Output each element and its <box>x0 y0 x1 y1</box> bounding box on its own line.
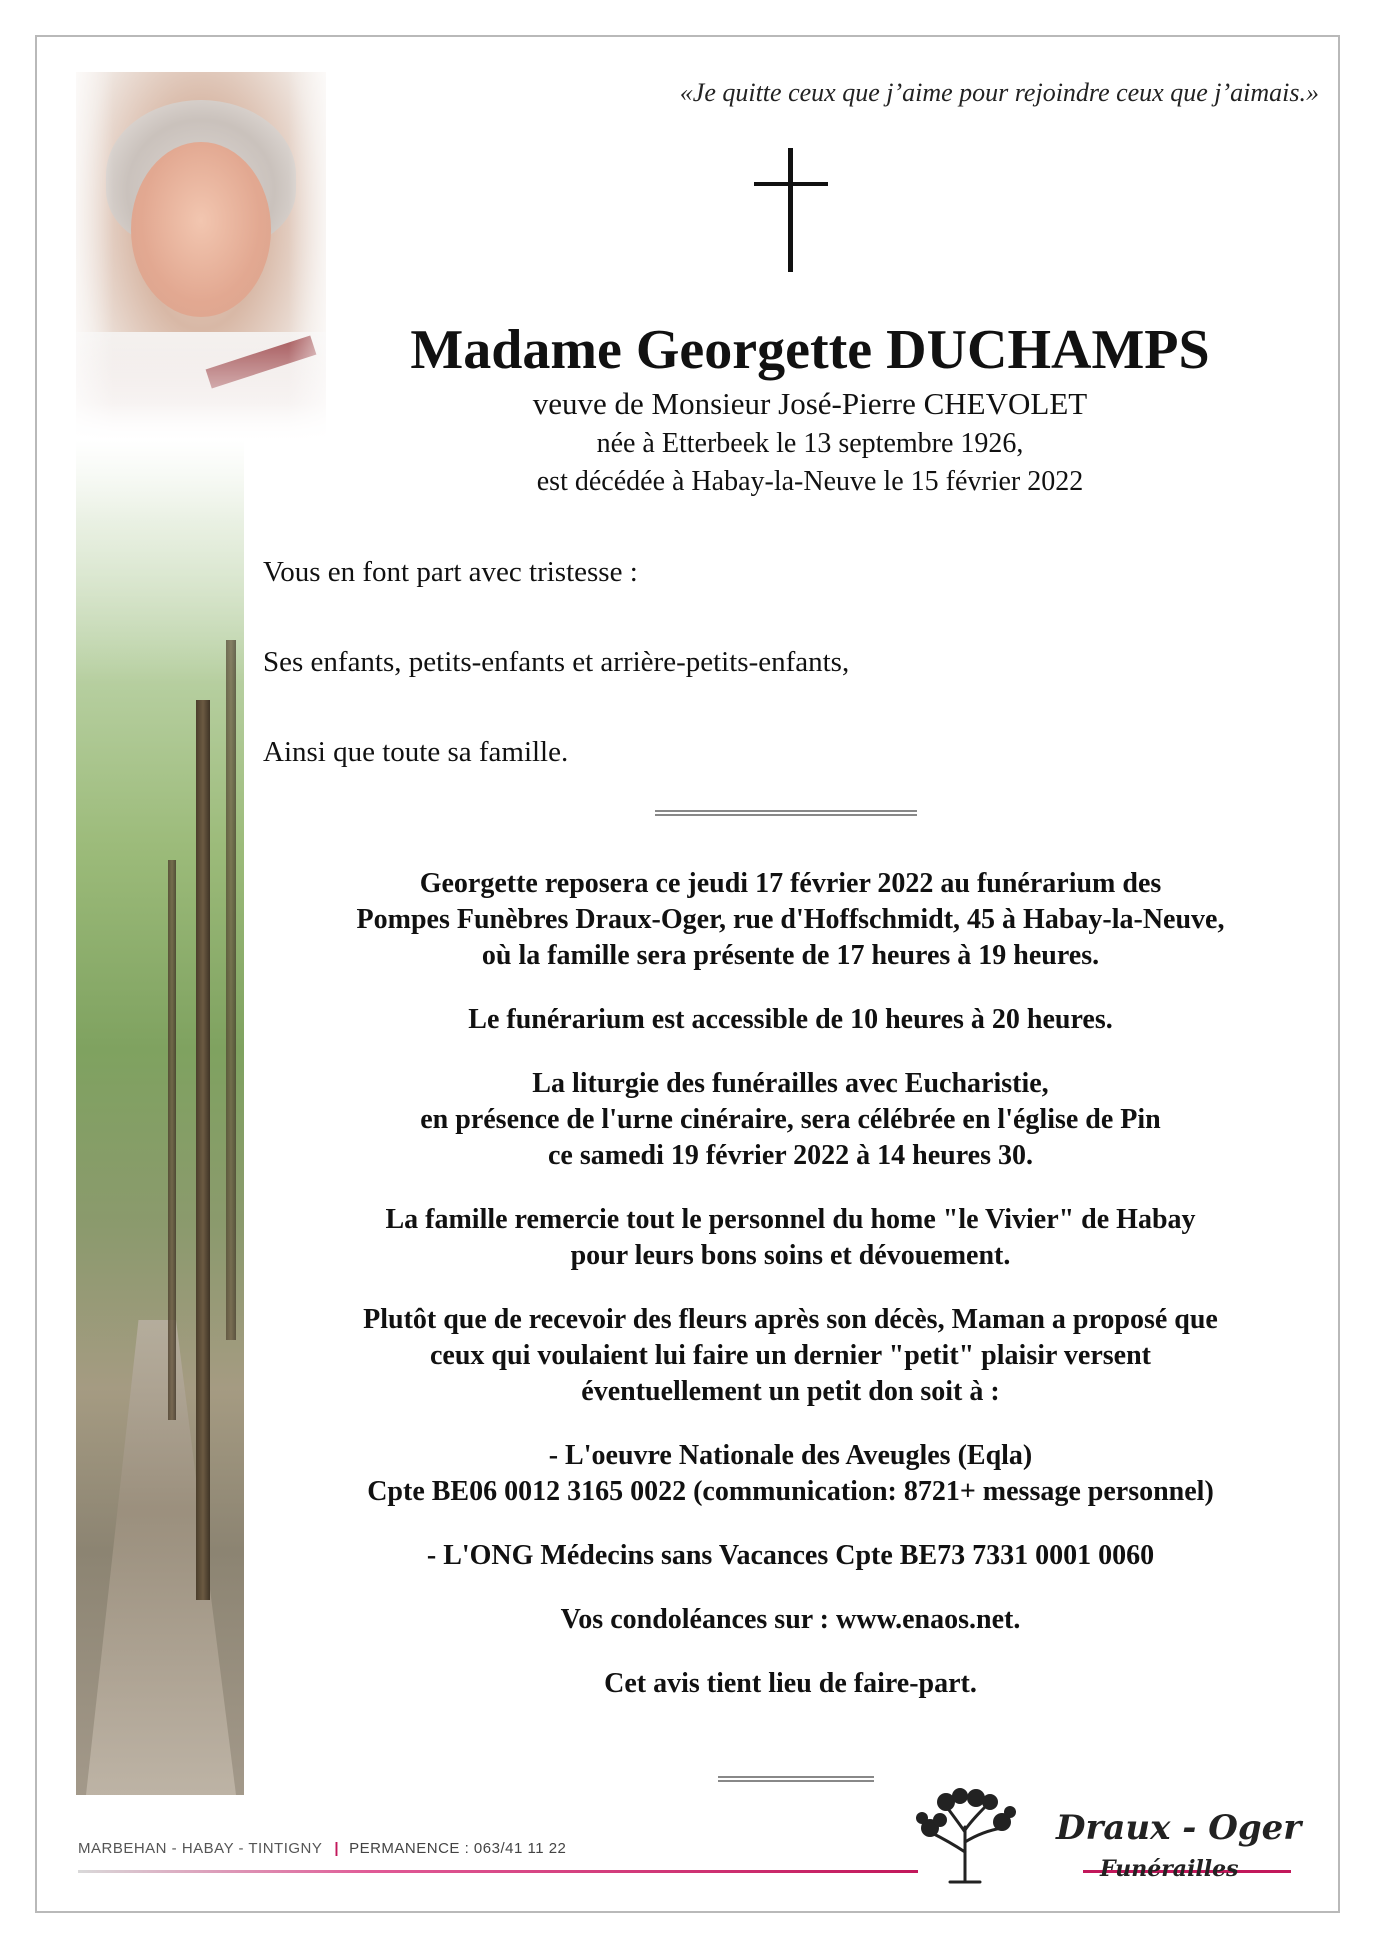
forest-path-image <box>76 440 244 1795</box>
locations-text: MARBEHAN - HABAY - TINTIGNY <box>78 1840 323 1857</box>
deceased-name: Madame Georgette DUCHAMPS <box>410 319 1210 381</box>
portrait-photo <box>76 72 326 442</box>
condolences: Vos condoléances sur : www.enaos.net. <box>560 1604 1021 1635</box>
cross-icon <box>754 148 828 272</box>
notice: Cet avis tient lieu de faire-part. <box>604 1668 977 1699</box>
divider <box>718 1776 874 1782</box>
epigraph-quote: «Je quitte ceux que j’aime pour rejoindre ceux que j’aimais.» <box>679 78 1319 107</box>
brand-subtitle: Funérailles <box>1100 1856 1239 1882</box>
death-info: est décédée à Habay-la-Neuve le 15 février 2022 <box>536 466 1084 497</box>
access-paragraph: Le funérarium est accessible de 10 heures à 20 heures. <box>468 1004 1113 1035</box>
permanence-phone: PERMANENCE : 063/41 11 22 <box>349 1840 567 1857</box>
footer-accent-line <box>78 1870 918 1873</box>
announcement-intro: Vous en font part avec tristesse : <box>263 556 638 588</box>
charity-1: - L'oeuvre Nationale des Aveugles (Eqla) Cpte BE06 0012 3165 0022 (communication: 8721+ message personnel) <box>367 1440 1214 1507</box>
divider <box>655 810 917 816</box>
footer-locations <box>78 1840 566 1857</box>
charity-2: - L'ONG Médecins sans Vacances Cpte BE73 7331 0001 0060 <box>426 1540 1155 1571</box>
birth-info: née à Etterbeek le 13 septembre 1926, <box>596 428 1024 459</box>
widow-of: veuve de Monsieur José-Pierre CHEVOLET <box>532 386 1088 421</box>
visitation-paragraph: Georgette reposera ce jeudi 17 février 2022 au funérarium des Pompes Funèbres Draux-Oger, rue d'Hoffschmidt, 45 à Habay-la-Neuve, où la famille sera présente de 17 heures à 19 heures. <box>356 868 1225 971</box>
funeral-details <box>263 866 1318 1730</box>
tree-logo-icon <box>910 1782 1020 1886</box>
brand-name: Draux - Oger <box>1056 1808 1302 1848</box>
liturgy-paragraph: La liturgie des funérailles avec Eucharistie, en présence de l'urne cinéraire, sera célébrée en l'église de Pin ce samedi 19 février 2022 à 14 heures 30. <box>420 1068 1161 1171</box>
thanks-paragraph: La famille remercie tout le personnel du home "le Vivier" de Habay pour leurs bons soins et dévouement. <box>385 1204 1196 1271</box>
footer-separator: | <box>334 1840 340 1857</box>
announcement-family-extended: Ainsi que toute sa famille. <box>263 736 569 768</box>
flowers-paragraph: Plutôt que de recevoir des fleurs après son décès, Maman a proposé que ceux qui voulaient lui faire un dernier "petit" plaisir versent éventuellement un petit don soit à : <box>363 1304 1218 1407</box>
announcement-family: Ses enfants, petits-enfants et arrière-petits-enfants, <box>263 646 850 678</box>
